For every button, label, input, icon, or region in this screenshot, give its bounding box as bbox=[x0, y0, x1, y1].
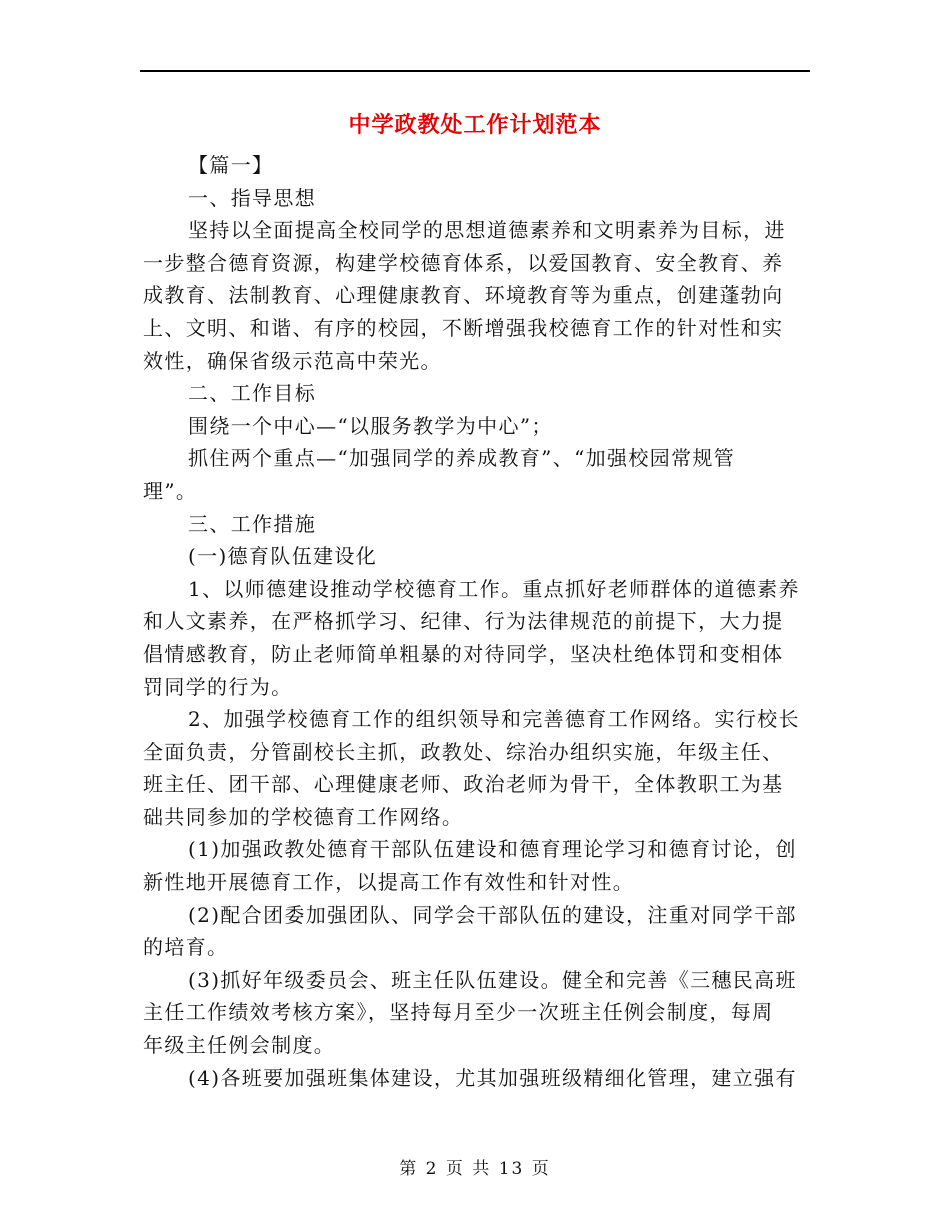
subsection-heading: (一)德育队伍建设化 bbox=[188, 544, 378, 569]
section-heading-guiding-thought: 一、指导思想 bbox=[188, 185, 317, 210]
paragraph-line: 坚持以全面提高全校同学的思想道德素养和文明素养为目标，进 bbox=[188, 218, 786, 243]
paragraph-line: 1、以师德建设推动学校德育工作。重点抓好老师群体的道德素养 bbox=[188, 576, 800, 601]
paragraph-line: (2)配合团委加强团队、同学会干部队伍的建设，注重对同学干部 bbox=[188, 902, 797, 927]
paragraph-line: 上、文明、和谐、有序的校园，不断增强我校德育工作的针对性和实 bbox=[143, 315, 784, 340]
paragraph-line: 全面负责，分管副校长主抓，政教处、综治办组织实施，年级主任、 bbox=[143, 739, 784, 764]
paragraph-line: 效性，确保省级示范高中荣光。 bbox=[143, 348, 442, 373]
paragraph-line: 主任工作绩效考核方案》，坚持每月至少一次班主任例会制度，每周 bbox=[143, 1000, 774, 1025]
paragraph-line: (3)抓好年级委员会、班主任队伍建设。健全和完善《三穗民高班 bbox=[188, 967, 797, 992]
paragraph-line: 成教育、法制教育、心理健康教育、环境教育等为重点，创建蓬勃向 bbox=[143, 283, 784, 308]
paragraph-line: 年级主任例会制度。 bbox=[143, 1033, 336, 1058]
section-heading-work-measures: 三、工作措施 bbox=[188, 511, 317, 536]
section-heading-pian-yi: 【篇一】 bbox=[188, 153, 274, 177]
document-body bbox=[143, 149, 813, 1094]
page-number-footer: 第 2 页 共 13 页 bbox=[399, 1159, 551, 1179]
paragraph-line: 础共同参加的学校德育工作网络。 bbox=[143, 804, 464, 829]
paragraph-line: 班主任、团干部、心理健康老师、政治老师为骨干，全体教职工为基 bbox=[143, 772, 784, 797]
paragraph-line: 抓住两个重点—“加强同学的养成教育”、“加强校园常规管 bbox=[188, 446, 736, 471]
section-heading-work-goals: 二、工作目标 bbox=[188, 381, 317, 406]
paragraph-line: 的培育。 bbox=[143, 935, 229, 960]
paragraph-line: 围绕一个中心—“以服务教学为中心”； bbox=[188, 413, 553, 438]
paragraph-line: (1)加强政教处德育干部队伍建设和德育理论学习和德育讨论，创 bbox=[188, 837, 797, 862]
paragraph-line: 新性地开展德育工作，以提高工作有效性和针对性。 bbox=[143, 870, 635, 895]
header-rule bbox=[140, 70, 810, 72]
paragraph-line: 罚同学的行为。 bbox=[143, 674, 293, 699]
paragraph-line: 一步整合德育资源，构建学校德育体系，以爱国教育、安全教育、养 bbox=[143, 250, 784, 275]
document-title: 中学政教处工作计划范本 bbox=[348, 113, 602, 138]
paragraph-line: (4)各班要加强班集体建设，尤其加强班级精细化管理，建立强有 bbox=[188, 1065, 797, 1090]
paragraph-line: 2、加强学校德育工作的组织领导和完善德育工作网络。实行校长 bbox=[188, 707, 800, 732]
paragraph-line: 理”。 bbox=[143, 478, 198, 503]
paragraph-line: 和人文素养，在严格抓学习、纪律、行为法律规范的前提下，大力提 bbox=[143, 609, 784, 634]
paragraph-line: 倡情感教育，防止老师简单粗暴的对待同学，坚决杜绝体罚和变相体 bbox=[143, 641, 784, 666]
